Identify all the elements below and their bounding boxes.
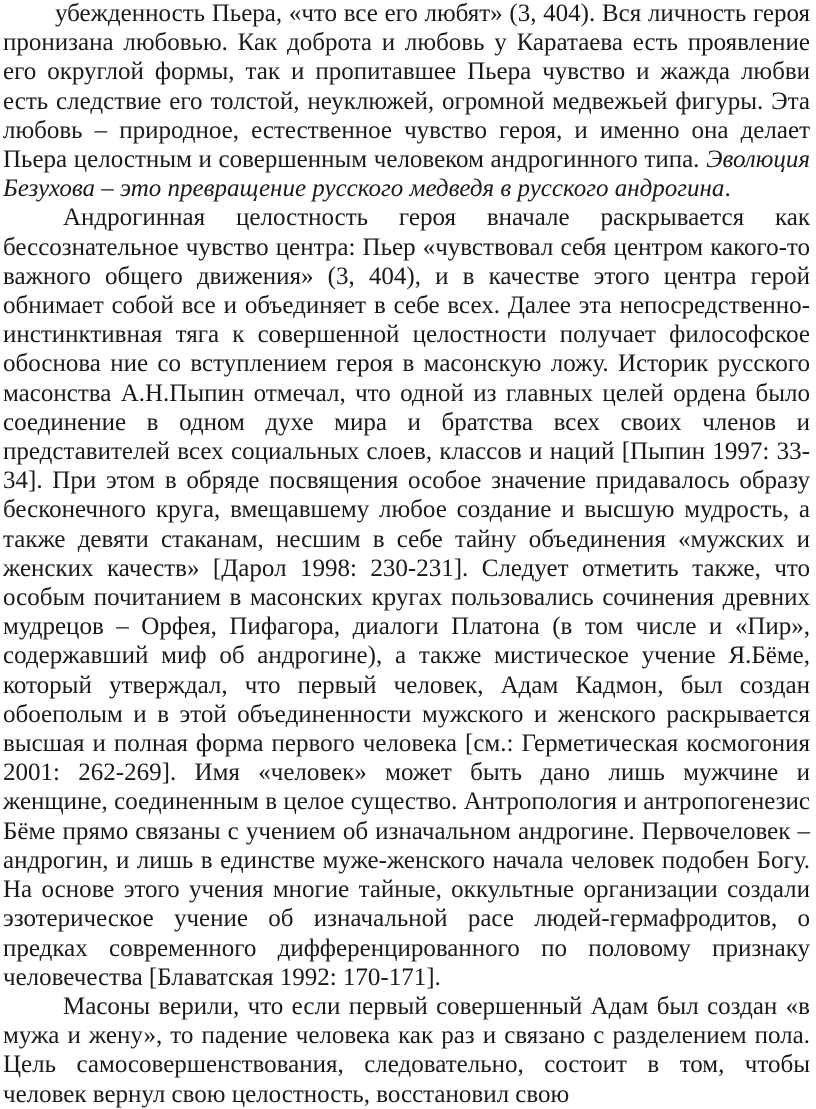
paragraph-1-tail: . [724,175,731,203]
paragraph-3 [3,992,810,1109]
paragraph-3-text: Масоны верили, что если первый совершенный Адам был создан «в мужа и жену», то падение человека как раз и связано с разделением пола. Цель самосовершенствования, следовательно, состоит в том, чтобы человек вернул свою целостность, восстановил свою [3,992,810,1108]
paragraph-1-italic: Эволюция Безухова – это превращение русского медведя в русского андрогина [3,146,810,203]
paragraph-2-text: Андрогинная целостность героя вначале раскрывается как бессознательное чувство центра: Пьер «чувствовал себя центром какого-то важного общего движения» (3, 404), и в качестве этого центра герой обнимает собой все и объединяет в себе всех. Далее эта непосредственно-инстинктивная тяга к совершенной целостности получает философское обоснова ние со вступлением героя в масонскую ложу. Историк русского масонства А.Н.Пыпин отмечал, что одной из главных целей ордена было соединение в одном духе мира и братства всех своих членов и представителей всех социальных слоев, классов и наций [Пыпин 1997: 33-34]. При этом в обряде посвящения особое значение придавалось образу бесконечного круга, вмещавшему любое создание и высшую мудрость, а также девяти стаканам, несшим в себе тайну объединения «мужских и женских качеств» [Дарол 1998: 230-231]. Следует отметить также, что особым почитанием в масонских кругах пользовались сочинения древних мудрецов – Орфея, Пифагора, диалоги Платона (в том числе и «Пир», содержавший миф об андрогине), а также мистическое учение Я.Бёме, который утверждал, что первый человек, Адам Кадмон, был создан обоеполым и в этой объединенности мужского и женского раскрывается высшая и полная форма первого человека [см.: Герметическая космогония 2001: 262-269]. Имя «человек» может быть дано лишь мужчине и женщине, соединенным в целое существо. Антропология и антропогенезис Бёме прямо связаны с учением об изначальном андрогине. Первочеловек – андрогин, и лишь в единстве муже-женского начала человек подобен Богу. На основе этого учения многие тайные, оккультные организации создали эзотерическое учение об изначальной расе людей-гермафродитов, о предках современного дифференцированного по половому признаку человечества [Блаватская 1992: 170-171]. [3,204,810,991]
paragraph-1 [3,0,810,203]
paragraph-2 [3,203,810,991]
paragraph-1-text: убежденность Пьера, «что все его любят» (3, 404). Вся личность героя пронизана любовью. Как доброта и любовь у Каратаева есть проявление его округлой формы, так и пропитавшее Пьера чувство и жажда любви есть следствие его толстой, неуклюжей, огромной медвежьей фигуры. Эта любовь – природное, естественное чувство героя, и именно она делает Пьера целостным и совершенным человеком андрогинного типа. [3,0,810,174]
